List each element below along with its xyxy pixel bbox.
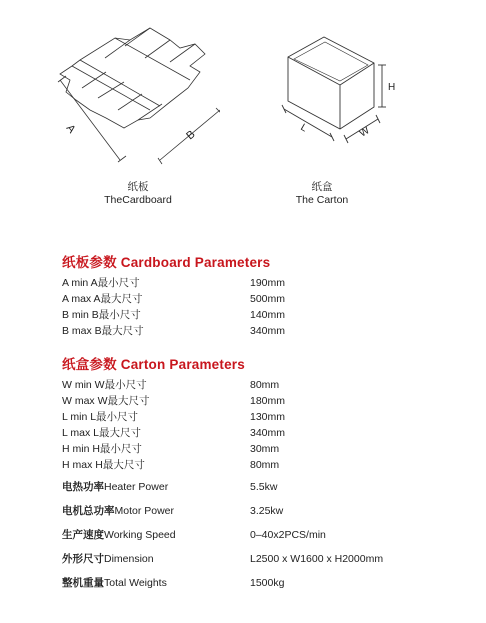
spec-value: 0–40x2PCS/min bbox=[250, 529, 326, 541]
param-value: 140mm bbox=[250, 309, 286, 321]
dim-label-a: A bbox=[63, 122, 78, 136]
carton-caption-cn: 纸盒 bbox=[311, 181, 333, 193]
spec-value: 3.25kw bbox=[250, 505, 284, 517]
cardboard-caption bbox=[78, 181, 198, 207]
spec-label-en: Motor Power bbox=[114, 505, 175, 517]
param-label: B min B最小尺寸 bbox=[62, 309, 141, 321]
spec-label bbox=[62, 505, 174, 517]
spec-label-cn: 外形尺寸 bbox=[62, 553, 104, 565]
param-value: 340mm bbox=[250, 325, 286, 337]
dim-label-h: H bbox=[388, 82, 396, 93]
spec-label-cn: 整机重量 bbox=[62, 577, 104, 589]
spec-label-en: Total Weights bbox=[104, 577, 167, 589]
dim-label-w: W bbox=[357, 125, 372, 140]
cardboard-diagram bbox=[20, 10, 220, 180]
cardboard-caption-cn: 纸板 bbox=[127, 181, 149, 193]
spec-value: 5.5kw bbox=[250, 481, 278, 493]
param-value: 340mm bbox=[250, 427, 286, 439]
spec-value: L2500 x W1600 x H2000mm bbox=[250, 553, 384, 565]
param-label: H min H最小尺寸 bbox=[62, 443, 142, 455]
param-label: A min A最小尺寸 bbox=[62, 277, 140, 289]
param-value: 180mm bbox=[250, 395, 286, 407]
param-value: 500mm bbox=[250, 293, 286, 305]
spec-label bbox=[62, 481, 168, 493]
param-label: L max L最大尺寸 bbox=[62, 427, 141, 439]
carton-parameters-title: 纸盒参数 Carton Parameters bbox=[62, 357, 245, 372]
spec-label-en: Working Speed bbox=[104, 529, 176, 541]
spec-label-cn: 电机总功率 bbox=[62, 505, 115, 517]
param-value: 80mm bbox=[250, 459, 280, 471]
param-label: H max H最大尺寸 bbox=[62, 459, 145, 471]
param-label: W min W最小尺寸 bbox=[62, 379, 147, 391]
carton-caption bbox=[262, 181, 382, 207]
cardboard-caption-en: TheCardboard bbox=[104, 194, 172, 206]
carton-caption-en: The Carton bbox=[295, 194, 349, 206]
cardboard-parameters-title: 纸板参数 Cardboard Parameters bbox=[62, 255, 271, 270]
dim-label-b: B bbox=[184, 128, 198, 143]
carton-diagram bbox=[270, 25, 410, 155]
param-label: B max B最大尺寸 bbox=[62, 325, 144, 337]
dim-label-l: L bbox=[298, 122, 309, 135]
param-label: A max A最大尺寸 bbox=[62, 293, 143, 305]
spec-label bbox=[62, 577, 167, 589]
spec-label-cn: 电热功率 bbox=[62, 481, 104, 493]
param-value: 190mm bbox=[250, 277, 286, 289]
spec-value: 1500kg bbox=[250, 577, 285, 589]
param-label: W max W最大尺寸 bbox=[62, 395, 150, 407]
spec-label-en: Heater Power bbox=[104, 481, 169, 493]
param-value: 130mm bbox=[250, 411, 286, 423]
param-value: 80mm bbox=[250, 379, 280, 391]
spec-label bbox=[62, 553, 154, 565]
spec-label bbox=[62, 529, 176, 541]
spec-label-cn: 生产速度 bbox=[62, 529, 104, 541]
param-value: 30mm bbox=[250, 443, 280, 455]
spec-label-en: Dimension bbox=[104, 553, 154, 565]
param-label: L min L最小尺寸 bbox=[62, 411, 139, 423]
